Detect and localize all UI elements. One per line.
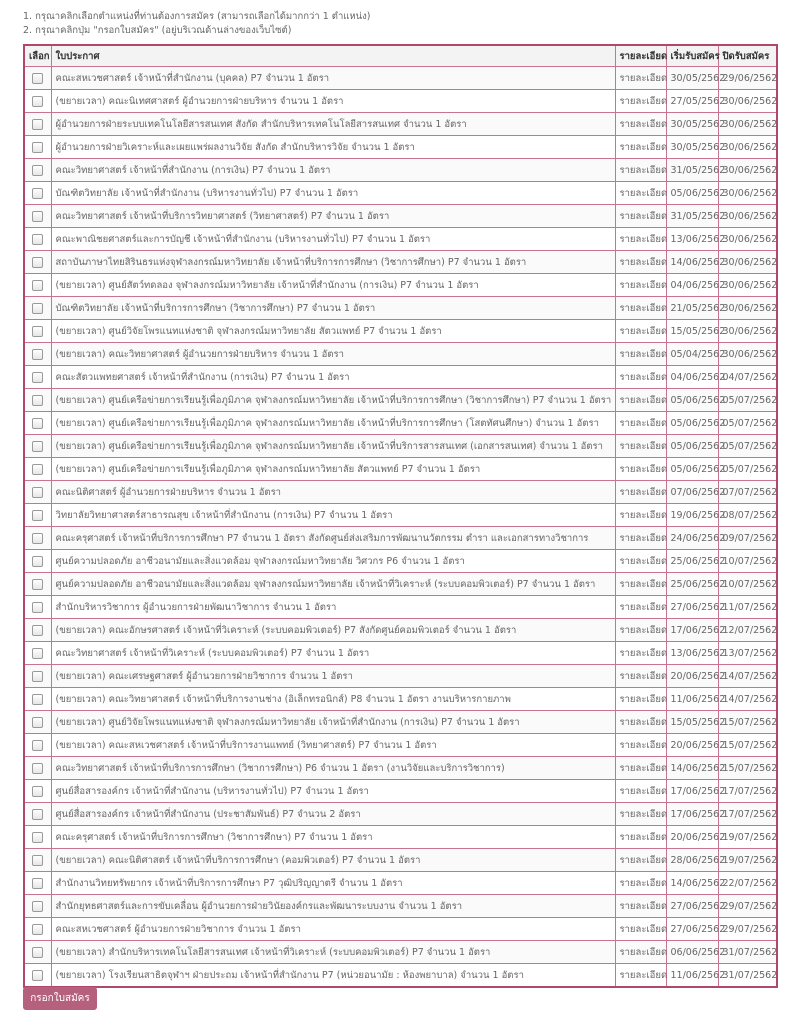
table-row — [24, 251, 777, 274]
detail-link[interactable]: รายละเอียด — [615, 757, 666, 780]
close-date: 14/07/2562 — [718, 665, 777, 688]
fill-application-button[interactable]: กรอกใบสมัคร — [23, 987, 97, 1010]
select-checkbox[interactable] — [32, 970, 43, 981]
detail-link[interactable]: รายละเอียด — [615, 803, 666, 826]
posting-title: คณะวิทยาศาสตร์ เจ้าหน้าที่สำนักงาน (การเงิน) P7 จำนวน 1 อัตรา — [51, 159, 615, 182]
table-row — [24, 734, 777, 757]
close-date: 13/07/2562 — [718, 642, 777, 665]
posting-title: บัณฑิตวิทยาลัย เจ้าหน้าที่สำนักงาน (บริหารงานทั่วไป) P7 จำนวน 1 อัตรา — [51, 182, 615, 205]
select-cell — [24, 159, 51, 182]
table-row — [24, 366, 777, 389]
posting-title: (ขยายเวลา) คณะวิทยาศาสตร์ เจ้าหน้าที่บริการงานช่าง (อิเล็กทรอนิกส์) P8 จำนวน 1 อัตรา งานบริหารกายภาพ — [51, 688, 615, 711]
close-date: 29/07/2562 — [718, 918, 777, 941]
select-cell — [24, 320, 51, 343]
select-cell — [24, 504, 51, 527]
posting-title: คณะครุศาสตร์ เจ้าหน้าที่บริการการศึกษา (วิชาการศึกษา) P7 จำนวน 1 อัตรา — [51, 826, 615, 849]
open-date: 04/06/2562 — [666, 274, 718, 297]
header-title: ใบประกาศ — [51, 45, 615, 67]
table-row — [24, 780, 777, 803]
posting-title: (ขยายเวลา) คณะเศรษฐศาสตร์ ผู้อำนวยการฝ่ายวิชาการ จำนวน 1 อัตรา — [51, 665, 615, 688]
select-checkbox[interactable] — [32, 142, 43, 153]
select-checkbox[interactable] — [32, 234, 43, 245]
table-row — [24, 964, 777, 988]
select-cell — [24, 665, 51, 688]
select-cell — [24, 67, 51, 90]
close-date: 15/07/2562 — [718, 734, 777, 757]
close-date: 05/07/2562 — [718, 412, 777, 435]
select-cell — [24, 780, 51, 803]
detail-link[interactable]: รายละเอียด — [615, 90, 666, 113]
posting-title: ศูนย์สื่อสารองค์กร เจ้าหน้าที่สำนักงาน (ประชาสัมพันธ์) P7 จำนวน 2 อัตรา — [51, 803, 615, 826]
select-checkbox[interactable] — [32, 786, 43, 797]
select-checkbox[interactable] — [32, 648, 43, 659]
close-date: 31/07/2562 — [718, 941, 777, 964]
select-checkbox[interactable] — [32, 579, 43, 590]
instruction-line-1: 1. กรุณาคลิกเลือกตำแหน่งที่ท่านต้องการสมัคร (สามารถเลือกได้มากกว่า 1 ตำแหน่ง) — [23, 11, 371, 22]
posting-title: ศูนย์สื่อสารองค์กร เจ้าหน้าที่สำนักงาน (บริหารงานทั่วไป) P7 จำนวน 1 อัตรา — [51, 780, 615, 803]
close-date: 14/07/2562 — [718, 688, 777, 711]
select-cell — [24, 619, 51, 642]
posting-title: (ขยายเวลา) คณะวิทยาศาสตร์ ผู้อำนวยการฝ่ายบริหาร จำนวน 1 อัตรา — [51, 343, 615, 366]
posting-title: (ขยายเวลา) ศูนย์วิจัยโพรแนทแห่งชาติ จุฬาลงกรณ์มหาวิทยาลัย เจ้าหน้าที่สำนักงาน (การเงิน) P7 จำนวน 1 อัตรา — [51, 711, 615, 734]
table-row — [24, 895, 777, 918]
posting-title: วิทยาลัยวิทยาศาสตร์สาธารณสุข เจ้าหน้าที่สำนักงาน (การเงิน) P7 จำนวน 1 อัตรา — [51, 504, 615, 527]
open-date: 07/06/2562 — [666, 481, 718, 504]
table-row — [24, 757, 777, 780]
select-cell — [24, 573, 51, 596]
table-row — [24, 826, 777, 849]
posting-title: สำนักยุทธศาสตร์และการขับเคลื่อน ผู้อำนวยการฝ่ายวินัยองค์กรและพัฒนาระบบงาน จำนวน 1 อัตรา — [51, 895, 615, 918]
header-open-date: เริ่มรับสมัคร — [666, 45, 718, 67]
close-date: 11/07/2562 — [718, 596, 777, 619]
detail-link[interactable]: รายละเอียด — [615, 251, 666, 274]
close-date: 30/06/2562 — [718, 113, 777, 136]
select-cell — [24, 550, 51, 573]
detail-link[interactable]: รายละเอียด — [615, 964, 666, 988]
close-date: 10/07/2562 — [718, 573, 777, 596]
posting-title: (ขยายเวลา) ศูนย์สัตว์ทดลอง จุฬาลงกรณ์มหาวิทยาลัย เจ้าหน้าที่สำนักงาน (การเงิน) P7 จำนวน 1 อัตรา — [51, 274, 615, 297]
detail-link[interactable]: รายละเอียด — [615, 458, 666, 481]
table-row — [24, 481, 777, 504]
select-cell — [24, 918, 51, 941]
table-row — [24, 619, 777, 642]
select-cell — [24, 136, 51, 159]
open-date: 11/06/2562 — [666, 964, 718, 988]
close-date: 17/07/2562 — [718, 780, 777, 803]
posting-title: สำนักบริหารวิชาการ ผู้อำนวยการฝ่ายพัฒนาวิชาการ จำนวน 1 อัตรา — [51, 596, 615, 619]
posting-title: สำนักงานวิทยทรัพยากร เจ้าหน้าที่บริการการศึกษา P7 วุฒิปริญญาตรี จำนวน 1 อัตรา — [51, 872, 615, 895]
select-checkbox[interactable] — [32, 96, 43, 107]
table-row — [24, 113, 777, 136]
detail-link[interactable]: รายละเอียด — [615, 205, 666, 228]
select-checkbox[interactable] — [32, 878, 43, 889]
open-date: 05/06/2562 — [666, 412, 718, 435]
posting-title: ศูนย์ความปลอดภัย อาชีวอนามัยและสิ่งแวดล้อม จุฬาลงกรณ์มหาวิทยาลัย เจ้าหน้าที่วิเคราะห์ (ระบบคอมพิวเตอร์) P7 จำนวน 1 อัตรา — [51, 573, 615, 596]
select-cell — [24, 734, 51, 757]
detail-link[interactable]: รายละเอียด — [615, 688, 666, 711]
open-date: 31/05/2562 — [666, 205, 718, 228]
posting-title: คณะพาณิชยศาสตร์และการบัญชี เจ้าหน้าที่สำนักงาน (บริหารงานทั่วไป) P7 จำนวน 1 อัตรา — [51, 228, 615, 251]
table-row — [24, 389, 777, 412]
close-date: 05/07/2562 — [718, 389, 777, 412]
select-cell — [24, 228, 51, 251]
open-date: 05/06/2562 — [666, 458, 718, 481]
posting-title: ผู้อำนวยการฝ่ายวิเคราะห์และเผยแพร่ผลงานวิจัย สังกัด สำนักบริหารวิจัย จำนวน 1 อัตรา — [51, 136, 615, 159]
select-checkbox[interactable] — [32, 694, 43, 705]
select-cell — [24, 343, 51, 366]
detail-link[interactable]: รายละเอียด — [615, 481, 666, 504]
close-date: 15/07/2562 — [718, 711, 777, 734]
table-row — [24, 849, 777, 872]
open-date: 04/06/2562 — [666, 366, 718, 389]
table-row — [24, 90, 777, 113]
close-date: 15/07/2562 — [718, 757, 777, 780]
open-date: 20/06/2562 — [666, 826, 718, 849]
detail-link[interactable]: รายละเอียด — [615, 412, 666, 435]
select-cell — [24, 481, 51, 504]
detail-link[interactable]: รายละเอียด — [615, 366, 666, 389]
select-cell — [24, 803, 51, 826]
table-row — [24, 642, 777, 665]
instructions — [23, 10, 371, 38]
detail-link[interactable]: รายละเอียด — [615, 826, 666, 849]
posting-title: คณะวิทยาศาสตร์ เจ้าหน้าที่บริการการศึกษา (วิชาการศึกษา) P6 จำนวน 1 อัตรา (งานวิจัยและบริการวิชาการ) — [51, 757, 615, 780]
open-date: 30/05/2562 — [666, 67, 718, 90]
close-date: 08/07/2562 — [718, 504, 777, 527]
close-date: 19/07/2562 — [718, 849, 777, 872]
close-date: 30/06/2562 — [718, 136, 777, 159]
open-date: 17/06/2562 — [666, 803, 718, 826]
open-date: 30/05/2562 — [666, 113, 718, 136]
open-date: 05/06/2562 — [666, 389, 718, 412]
open-date: 13/06/2562 — [666, 642, 718, 665]
detail-link[interactable]: รายละเอียด — [615, 918, 666, 941]
select-checkbox[interactable] — [32, 740, 43, 751]
select-cell — [24, 527, 51, 550]
table-row — [24, 688, 777, 711]
select-cell — [24, 826, 51, 849]
detail-link[interactable]: รายละเอียด — [615, 435, 666, 458]
select-cell — [24, 688, 51, 711]
table-row — [24, 228, 777, 251]
detail-link[interactable]: รายละเอียด — [615, 711, 666, 734]
select-checkbox[interactable] — [32, 556, 43, 567]
table-row — [24, 665, 777, 688]
select-checkbox[interactable] — [32, 625, 43, 636]
open-date: 24/06/2562 — [666, 527, 718, 550]
select-cell — [24, 849, 51, 872]
table-row — [24, 573, 777, 596]
select-cell — [24, 642, 51, 665]
select-checkbox[interactable] — [32, 165, 43, 176]
table-row — [24, 941, 777, 964]
close-date: 30/06/2562 — [718, 90, 777, 113]
posting-title: (ขยายเวลา) ศูนย์เครือข่ายการเรียนรู้เพื่อภูมิภาค จุฬาลงกรณ์มหาวิทยาลัย เจ้าหน้าที่บริการการศึกษา (โสตทัศนศึกษา) จำนวน 1 อัตรา — [51, 412, 615, 435]
select-checkbox[interactable] — [32, 372, 43, 383]
close-date: 10/07/2562 — [718, 550, 777, 573]
open-date: 30/05/2562 — [666, 136, 718, 159]
open-date: 14/06/2562 — [666, 251, 718, 274]
open-date: 13/06/2562 — [666, 228, 718, 251]
open-date: 14/06/2562 — [666, 872, 718, 895]
detail-link[interactable]: รายละเอียด — [615, 596, 666, 619]
select-checkbox[interactable] — [32, 855, 43, 866]
open-date: 14/06/2562 — [666, 757, 718, 780]
close-date: 05/07/2562 — [718, 458, 777, 481]
table-row — [24, 205, 777, 228]
select-cell — [24, 964, 51, 988]
posting-title: คณะสัตวแพทยศาสตร์ เจ้าหน้าที่สำนักงาน (การเงิน) P7 จำนวน 1 อัตรา — [51, 366, 615, 389]
open-date: 17/06/2562 — [666, 780, 718, 803]
detail-link[interactable]: รายละเอียด — [615, 320, 666, 343]
open-date: 27/05/2562 — [666, 90, 718, 113]
open-date: 05/06/2562 — [666, 435, 718, 458]
select-checkbox[interactable] — [32, 395, 43, 406]
detail-link[interactable]: รายละเอียด — [615, 780, 666, 803]
posting-title: ผู้อำนวยการฝ่ายระบบเทคโนโลยีสารสนเทศ สังกัด สำนักบริหารเทคโนโลยีสารสนเทศ จำนวน 1 อัตรา — [51, 113, 615, 136]
open-date: 20/06/2562 — [666, 665, 718, 688]
detail-link[interactable]: รายละเอียด — [615, 67, 666, 90]
detail-link[interactable]: รายละเอียด — [615, 550, 666, 573]
detail-link[interactable]: รายละเอียด — [615, 734, 666, 757]
select-checkbox[interactable] — [32, 441, 43, 452]
select-cell — [24, 872, 51, 895]
table-row — [24, 159, 777, 182]
detail-link[interactable]: รายละเอียด — [615, 895, 666, 918]
posting-title: คณะสหเวชศาสตร์ ผู้อำนวยการฝ่ายวิชาการ จำนวน 1 อัตรา — [51, 918, 615, 941]
table-row — [24, 435, 777, 458]
select-cell — [24, 366, 51, 389]
posting-title: สถาบันภาษาไทยสิรินธรแห่งจุฬาลงกรณ์มหาวิทยาลัย เจ้าหน้าที่บริการการศึกษา (วิชาการศึกษา) P7 จำนวน 1 อัตรา — [51, 251, 615, 274]
open-date: 31/05/2562 — [666, 159, 718, 182]
select-cell — [24, 412, 51, 435]
posting-title: (ขยายเวลา) ศูนย์เครือข่ายการเรียนรู้เพื่อภูมิภาค จุฬาลงกรณ์มหาวิทยาลัย สัตวแพทย์ P7 จำนวน 1 อัตรา — [51, 458, 615, 481]
select-cell — [24, 596, 51, 619]
open-date: 28/06/2562 — [666, 849, 718, 872]
close-date: 30/06/2562 — [718, 228, 777, 251]
open-date: 25/06/2562 — [666, 550, 718, 573]
select-cell — [24, 435, 51, 458]
posting-title: (ขยายเวลา) คณะนิติศาสตร์ เจ้าหน้าที่บริการการศึกษา (คอมพิวเตอร์) P7 จำนวน 1 อัตรา — [51, 849, 615, 872]
open-date: 15/05/2562 — [666, 320, 718, 343]
table-row — [24, 550, 777, 573]
close-date: 22/07/2562 — [718, 872, 777, 895]
table-row — [24, 136, 777, 159]
table-row — [24, 67, 777, 90]
close-date: 30/06/2562 — [718, 297, 777, 320]
select-checkbox[interactable] — [32, 763, 43, 774]
table-row — [24, 872, 777, 895]
posting-title: คณะสหเวชศาสตร์ เจ้าหน้าที่สำนักงาน (บุคคล) P7 จำนวน 1 อัตรา — [51, 67, 615, 90]
job-postings-table — [23, 44, 778, 988]
close-date: 04/07/2562 — [718, 366, 777, 389]
select-checkbox[interactable] — [32, 326, 43, 337]
table-row — [24, 182, 777, 205]
open-date: 15/05/2562 — [666, 711, 718, 734]
close-date: 30/06/2562 — [718, 182, 777, 205]
select-cell — [24, 205, 51, 228]
posting-title: (ขยายเวลา) ศูนย์เครือข่ายการเรียนรู้เพื่อภูมิภาค จุฬาลงกรณ์มหาวิทยาลัย เจ้าหน้าที่บริการการศึกษา (วิชาการศึกษา) P7 จำนวน 1 อัตรา — [51, 389, 615, 412]
instruction-line-2: 2. กรุณาคลิกปุ่ม "กรอกใบสมัคร" (อยู่บริเวณด้านล่างของเว็บไซต์) — [23, 25, 292, 36]
table-row — [24, 458, 777, 481]
select-checkbox[interactable] — [32, 671, 43, 682]
posting-title: บัณฑิตวิทยาลัย เจ้าหน้าที่บริการการศึกษา (วิชาการศึกษา) P7 จำนวน 1 อัตรา — [51, 297, 615, 320]
select-cell — [24, 389, 51, 412]
detail-link[interactable]: รายละเอียด — [615, 872, 666, 895]
table-row — [24, 803, 777, 826]
open-date: 06/06/2562 — [666, 941, 718, 964]
select-checkbox[interactable] — [32, 533, 43, 544]
detail-link[interactable]: รายละเอียด — [615, 159, 666, 182]
detail-link[interactable]: รายละเอียด — [615, 642, 666, 665]
open-date: 25/06/2562 — [666, 573, 718, 596]
posting-title: (ขยายเวลา) คณะสหเวชศาสตร์ เจ้าหน้าที่บริการงานแพทย์ (วิทยาศาสตร์) P7 จำนวน 1 อัตรา — [51, 734, 615, 757]
posting-title: (ขยายเวลา) ศูนย์เครือข่ายการเรียนรู้เพื่อภูมิภาค จุฬาลงกรณ์มหาวิทยาลัย เจ้าหน้าที่บริการสารสนเทศ (เอกสารสนเทศ) จำนวน 1 อัตรา — [51, 435, 615, 458]
select-cell — [24, 251, 51, 274]
close-date: 17/07/2562 — [718, 803, 777, 826]
detail-link[interactable]: รายละเอียด — [615, 573, 666, 596]
close-date: 30/06/2562 — [718, 274, 777, 297]
select-cell — [24, 711, 51, 734]
select-checkbox[interactable] — [32, 901, 43, 912]
header-close-date: ปิดรับสมัคร — [718, 45, 777, 67]
detail-link[interactable]: รายละเอียด — [615, 389, 666, 412]
select-checkbox[interactable] — [32, 832, 43, 843]
close-date: 07/07/2562 — [718, 481, 777, 504]
open-date: 05/06/2562 — [666, 182, 718, 205]
select-checkbox[interactable] — [32, 119, 43, 130]
close-date: 05/07/2562 — [718, 435, 777, 458]
select-checkbox[interactable] — [32, 349, 43, 360]
select-cell — [24, 757, 51, 780]
detail-link[interactable]: รายละเอียด — [615, 297, 666, 320]
close-date: 09/07/2562 — [718, 527, 777, 550]
select-checkbox[interactable] — [32, 717, 43, 728]
table-row — [24, 596, 777, 619]
detail-link[interactable]: รายละเอียด — [615, 504, 666, 527]
posting-title: (ขยายเวลา) สำนักบริหารเทคโนโลยีสารสนเทศ เจ้าหน้าที่วิเคราะห์ (ระบบคอมพิวเตอร์) P7 จำนวน 1 อัตรา — [51, 941, 615, 964]
detail-link[interactable]: รายละเอียด — [615, 136, 666, 159]
table-row — [24, 711, 777, 734]
close-date: 19/07/2562 — [718, 826, 777, 849]
table-row — [24, 297, 777, 320]
posting-title: คณะวิทยาศาสตร์ เจ้าหน้าที่วิเคราะห์ (ระบบคอมพิวเตอร์) P7 จำนวน 1 อัตรา — [51, 642, 615, 665]
open-date: 20/06/2562 — [666, 734, 718, 757]
header-detail: รายละเอียด — [615, 45, 666, 67]
posting-title: คณะวิทยาศาสตร์ เจ้าหน้าที่บริการวิทยาศาสตร์ (วิทยาศาสตร์) P7 จำนวน 1 อัตรา — [51, 205, 615, 228]
select-checkbox[interactable] — [32, 510, 43, 521]
select-cell — [24, 941, 51, 964]
detail-link[interactable]: รายละเอียด — [615, 274, 666, 297]
detail-link[interactable]: รายละเอียด — [615, 228, 666, 251]
table-row — [24, 274, 777, 297]
select-cell — [24, 895, 51, 918]
select-checkbox[interactable] — [32, 947, 43, 958]
header-select: เลือก — [24, 45, 51, 67]
select-cell — [24, 458, 51, 481]
detail-link[interactable]: รายละเอียด — [615, 619, 666, 642]
table-row — [24, 504, 777, 527]
close-date: 30/06/2562 — [718, 205, 777, 228]
table-row — [24, 527, 777, 550]
close-date: 30/06/2562 — [718, 343, 777, 366]
close-date: 29/06/2562 — [718, 67, 777, 90]
close-date: 31/07/2562 — [718, 964, 777, 988]
detail-link[interactable]: รายละเอียด — [615, 527, 666, 550]
open-date: 21/05/2562 — [666, 297, 718, 320]
posting-title: คณะนิติศาสตร์ ผู้อำนวยการฝ่ายบริหาร จำนวน 1 อัตรา — [51, 481, 615, 504]
detail-link[interactable]: รายละเอียด — [615, 849, 666, 872]
select-checkbox[interactable] — [32, 211, 43, 222]
posting-title: คณะครุศาสตร์ เจ้าหน้าที่บริการการศึกษา P7 จำนวน 1 อัตรา สังกัดศูนย์ส่งเสริมการพัฒนานวัตกรรม ตำรา และเอกสารทางวิชาการ — [51, 527, 615, 550]
posting-title: (ขยายเวลา) คณะนิเทศศาสตร์ ผู้อำนวยการฝ่ายบริหาร จำนวน 1 อัตรา — [51, 90, 615, 113]
open-date: 17/06/2562 — [666, 619, 718, 642]
open-date: 19/06/2562 — [666, 504, 718, 527]
select-checkbox[interactable] — [32, 487, 43, 498]
close-date: 30/06/2562 — [718, 320, 777, 343]
select-cell — [24, 90, 51, 113]
select-checkbox[interactable] — [32, 73, 43, 84]
select-checkbox[interactable] — [32, 280, 43, 291]
open-date: 27/06/2562 — [666, 596, 718, 619]
select-checkbox[interactable] — [32, 257, 43, 268]
posting-title: (ขยายเวลา) โรงเรียนสาธิตจุฬาฯ ฝ่ายประถม เจ้าหน้าที่สำนักงาน P7 (หน่วยอนามัย : ห้องพยาบาล) จำนวน 1 อัตรา — [51, 964, 615, 988]
detail-link[interactable]: รายละเอียด — [615, 941, 666, 964]
table-row — [24, 412, 777, 435]
table-row — [24, 918, 777, 941]
select-checkbox[interactable] — [32, 418, 43, 429]
select-checkbox[interactable] — [32, 464, 43, 475]
close-date: 29/07/2562 — [718, 895, 777, 918]
select-cell — [24, 182, 51, 205]
open-date: 27/06/2562 — [666, 895, 718, 918]
open-date: 05/04/2562 — [666, 343, 718, 366]
posting-title: ศูนย์ความปลอดภัย อาชีวอนามัยและสิ่งแวดล้อม จุฬาลงกรณ์มหาวิทยาลัย วิศวกร P6 จำนวน 1 อัตรา — [51, 550, 615, 573]
close-date: 30/06/2562 — [718, 251, 777, 274]
detail-link[interactable]: รายละเอียด — [615, 665, 666, 688]
open-date: 27/06/2562 — [666, 918, 718, 941]
posting-title: (ขยายเวลา) ศูนย์วิจัยโพรแนทแห่งชาติ จุฬาลงกรณ์มหาวิทยาลัย สัตวแพทย์ P7 จำนวน 1 อัตรา — [51, 320, 615, 343]
select-cell — [24, 274, 51, 297]
open-date: 11/06/2562 — [666, 688, 718, 711]
select-cell — [24, 113, 51, 136]
close-date: 30/06/2562 — [718, 159, 777, 182]
detail-link[interactable]: รายละเอียด — [615, 343, 666, 366]
posting-title: (ขยายเวลา) คณะอักษรศาสตร์ เจ้าหน้าที่วิเคราะห์ (ระบบคอมพิวเตอร์) P7 สังกัดศูนย์คอมพิวเตอร์ จำนวน 1 อัตรา — [51, 619, 615, 642]
close-date: 12/07/2562 — [718, 619, 777, 642]
table-row — [24, 343, 777, 366]
table-header-row — [24, 45, 777, 67]
select-checkbox[interactable] — [32, 303, 43, 314]
select-checkbox[interactable] — [32, 924, 43, 935]
select-checkbox[interactable] — [32, 602, 43, 613]
detail-link[interactable]: รายละเอียด — [615, 113, 666, 136]
table-row — [24, 320, 777, 343]
select-cell — [24, 297, 51, 320]
detail-link[interactable]: รายละเอียด — [615, 182, 666, 205]
select-checkbox[interactable] — [32, 809, 43, 820]
select-checkbox[interactable] — [32, 188, 43, 199]
